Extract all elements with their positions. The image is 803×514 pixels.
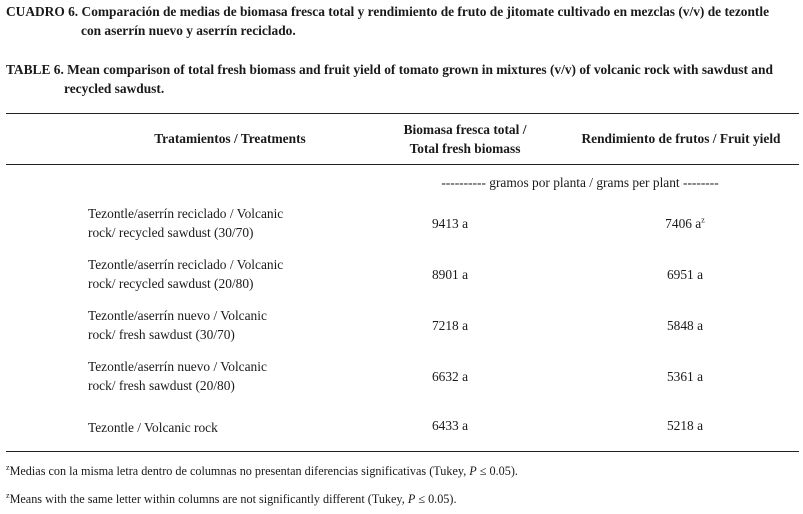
table-row (0, 357, 803, 405)
table-bottom-rule (6, 451, 799, 452)
treatment-name-line2: rock/ fresh sawdust (20/80) (88, 378, 235, 393)
caption-text-line2: con aserrín nuevo y aserrín reciclado. (81, 23, 296, 38)
footnote-marker: z (701, 215, 705, 225)
units-row: ---------- gramos por planta / grams per plant -------- (441, 175, 719, 190)
biomass-value: 6433 a (431, 418, 469, 433)
header-biomass-line1: Biomasa fresca total / (403, 122, 527, 137)
header-rule (6, 164, 799, 165)
biomass-value: 7218 a (431, 318, 469, 333)
fruit-yield-value: 6951 a (666, 267, 704, 282)
footnote-text: Means with the same letter within columns are not significantly different (Tukey, (9, 492, 408, 506)
p-symbol: P (407, 492, 416, 506)
caption-text-line1: Mean comparison of total fresh biomass and fruit yield of tomato grown in mixtures (v/v) of volcanic rock with sawdust and (67, 62, 773, 77)
treatment-name (88, 357, 328, 395)
treatment-name (88, 204, 328, 242)
p-symbol: P (469, 464, 477, 478)
fruit-yield-value (650, 216, 720, 232)
fruit-yield-value: 5218 a (666, 418, 704, 433)
fruit-yield-value: 5848 a (666, 318, 704, 333)
treatment-name-line1: Tezontle/aserrín reciclado / Volcanic (88, 257, 284, 272)
table-top-rule (6, 113, 799, 114)
header-biomass-line2: Total fresh biomass (409, 141, 521, 156)
table-caption-spanish (6, 2, 801, 40)
caption-label: TABLE 6. (6, 62, 64, 77)
footnote-english (6, 491, 457, 507)
treatment-name-line2: rock/ fresh sawdust (30/70) (88, 327, 235, 342)
treatment-name-line1: Tezontle/aserrín nuevo / Volcanic (88, 359, 267, 374)
treatment-name (88, 255, 328, 293)
table-row (0, 306, 803, 354)
header-biomass (380, 120, 550, 158)
header-treatments: Tratamientos / Treatments (154, 131, 306, 146)
treatment-name: Tezontle / Volcanic rock (88, 420, 218, 435)
treatment-name-line1: Tezontle/aserrín reciclado / Volcanic (88, 206, 284, 221)
table-caption-english (6, 60, 801, 98)
treatment-name (88, 306, 328, 344)
treatment-name-line2: rock/ recycled sawdust (20/80) (88, 276, 254, 291)
footnote-spanish (6, 463, 518, 479)
biomass-value: 8901 a (431, 267, 469, 282)
footnote-tail: ≤ 0.05). (415, 492, 457, 506)
header-fruit-yield: Rendimiento de frutos / Fruit yield (581, 131, 781, 146)
fruit-yield-value: 5361 a (666, 369, 704, 384)
caption-text-line2: recycled sawdust. (64, 81, 165, 96)
footnote-tail: ≤ 0.05). (476, 464, 518, 478)
table-row (0, 204, 803, 252)
treatment-name-line1: Tezontle/aserrín nuevo / Volcanic (88, 308, 267, 323)
footnote-marker: z (6, 490, 10, 500)
biomass-value: 6632 a (431, 369, 469, 384)
footnote-marker: z (6, 462, 10, 472)
footnote-text: Medias con la misma letra dentro de columnas no presentan diferencias significativas (Tukey, (9, 464, 470, 478)
caption-text-line1: Comparación de medias de biomasa fresca total y rendimiento de fruto de jitomate cultivado en mezclas (v/v) de tezontle (81, 4, 770, 19)
table-row (0, 255, 803, 303)
treatment-name-line2: rock/ recycled sawdust (30/70) (88, 225, 254, 240)
caption-label: CUADRO 6. (6, 4, 79, 19)
table-row (0, 406, 803, 454)
fruit-yield-number: 7406 a (665, 216, 702, 231)
biomass-value: 9413 a (431, 216, 469, 231)
